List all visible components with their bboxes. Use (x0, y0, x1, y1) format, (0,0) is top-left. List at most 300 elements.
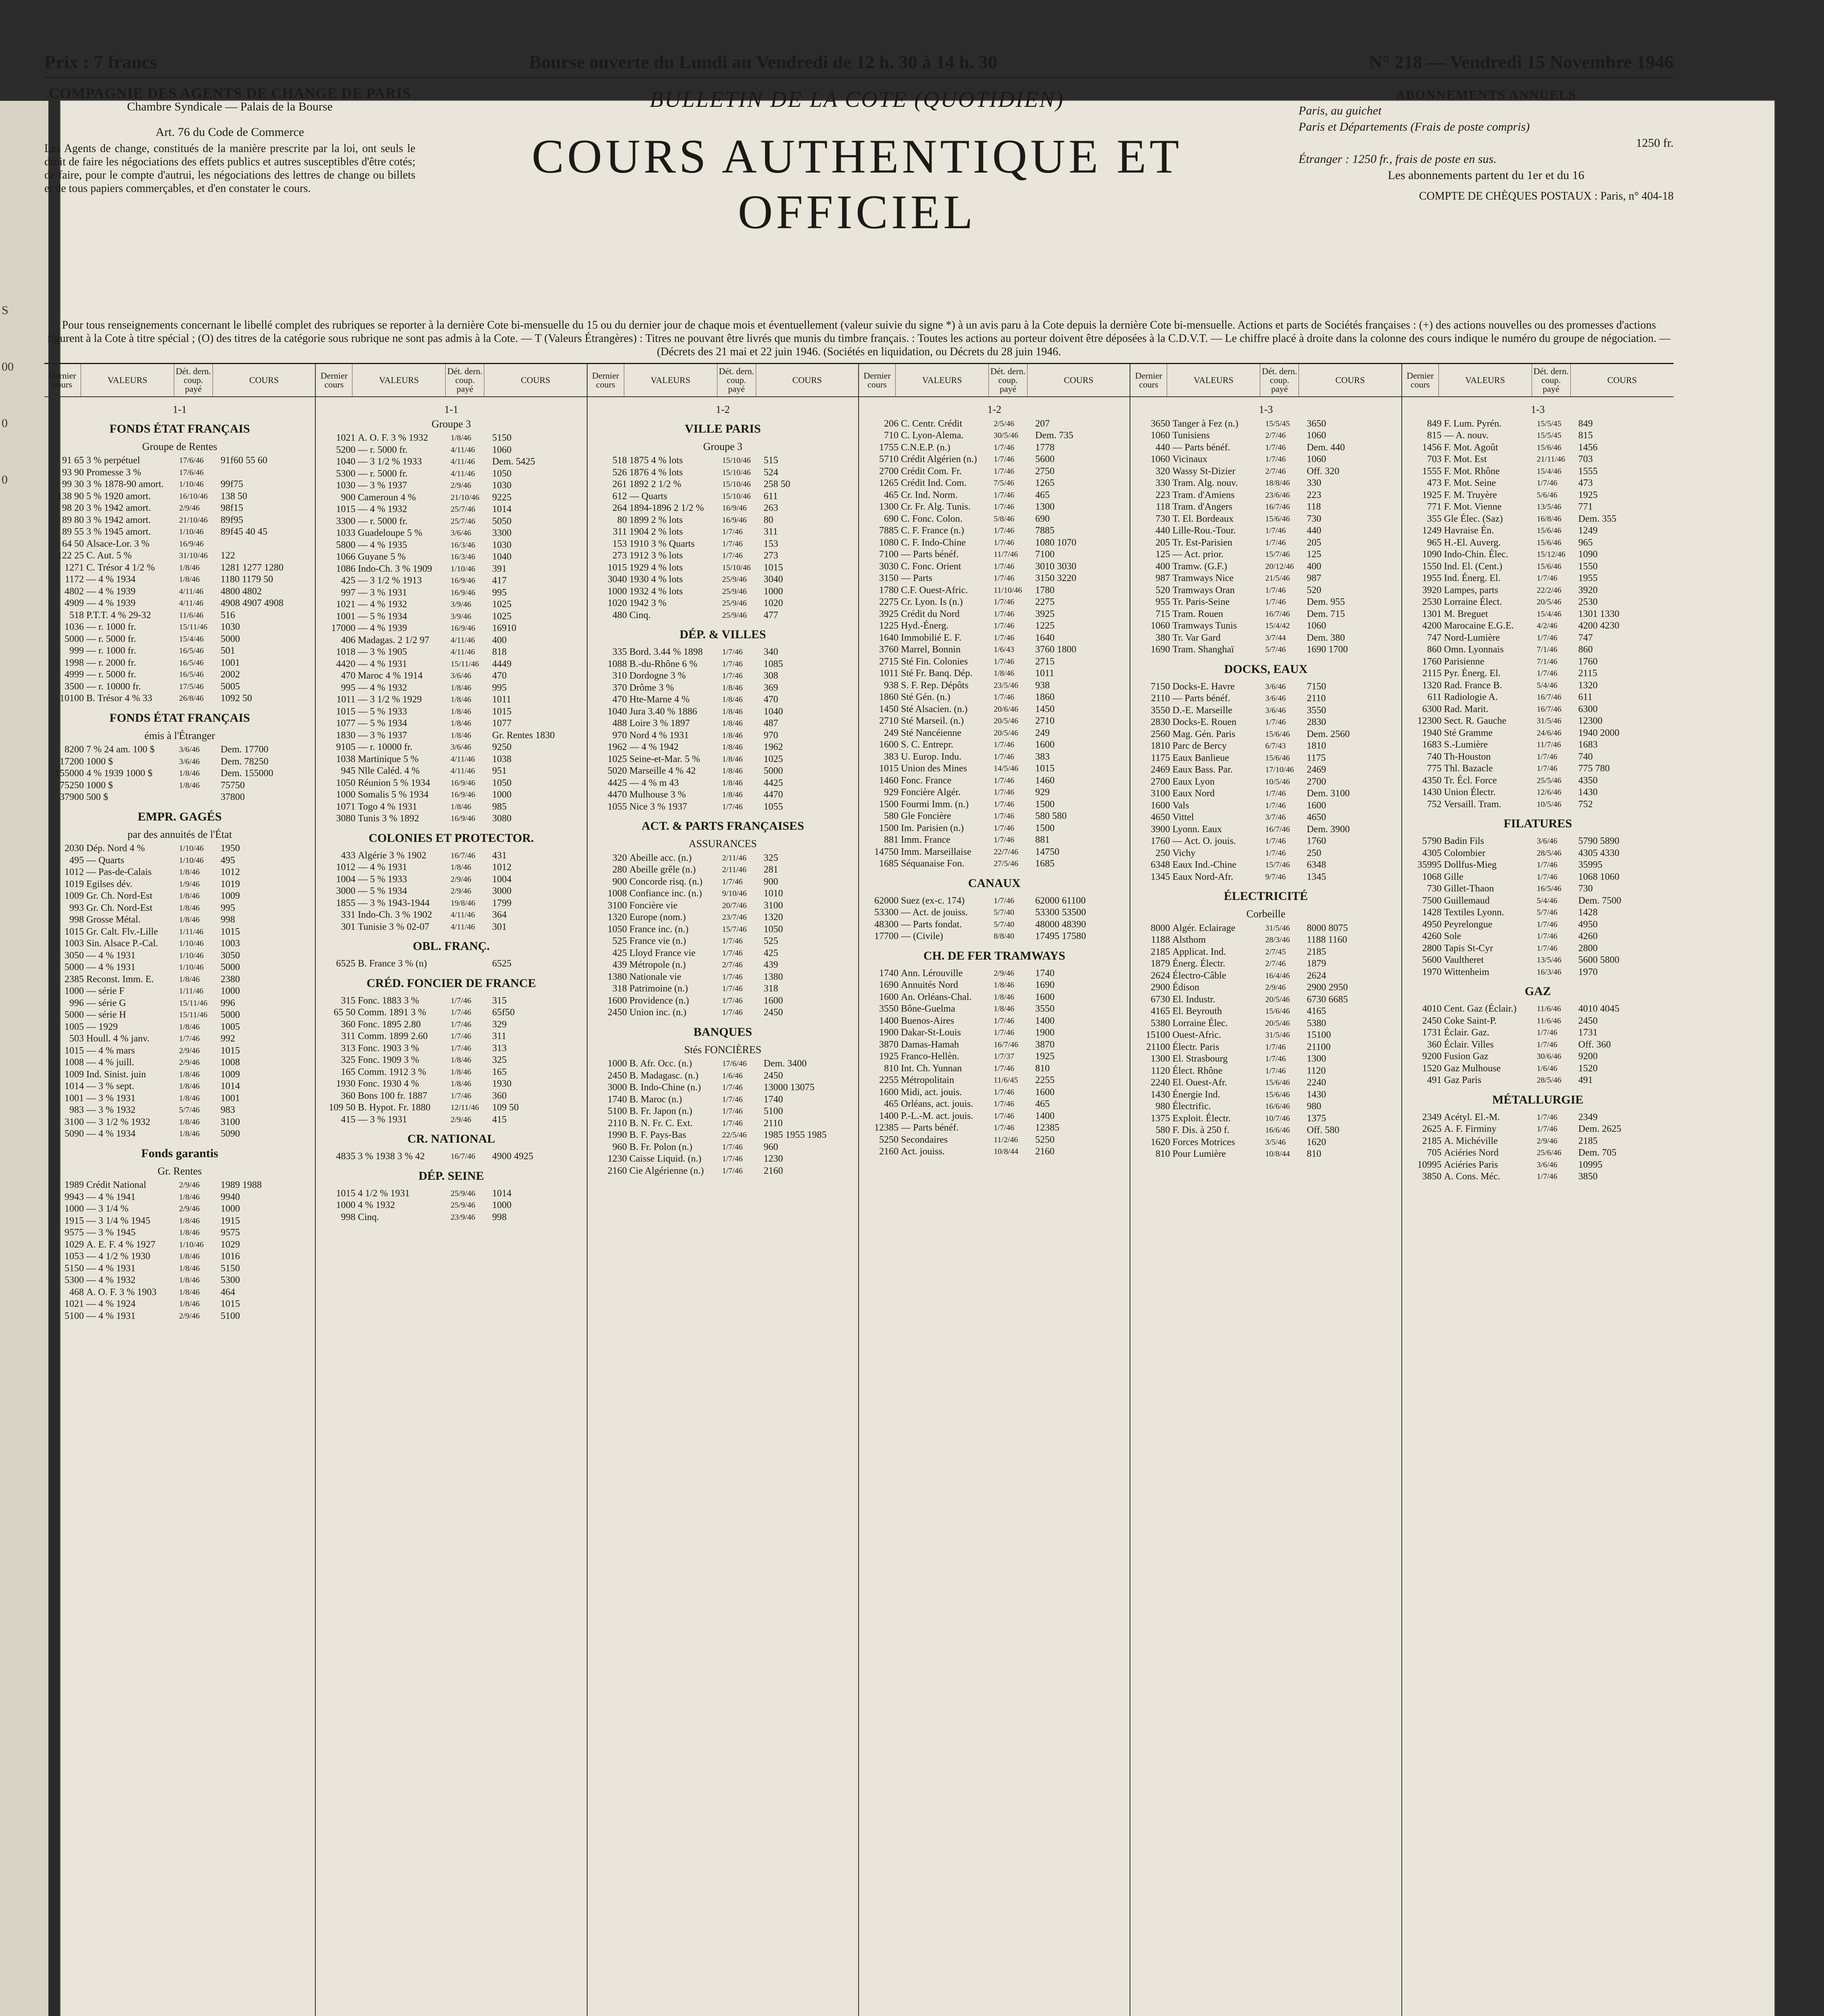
coupon-date: 1/7/46 (994, 693, 1015, 702)
coupon-date: 1/7/46 (1536, 1112, 1557, 1122)
coupon-date: 24/6/46 (1536, 728, 1561, 737)
coupon-date: 15/10/46 (722, 480, 751, 489)
coupon-date: 5/7/46 (1265, 645, 1286, 654)
last-price: 155000 (55, 768, 84, 779)
security-name: 1000 $ (86, 780, 113, 791)
coupon-date: 3/6/46 (179, 757, 200, 766)
quote-row (319, 1019, 583, 1031)
quote-price: 1555 (1578, 466, 1598, 477)
quote-row (1134, 835, 1398, 848)
quote-price: 487 (763, 718, 778, 729)
security-name: Eaux Nord-Afr. (1172, 871, 1233, 882)
last-price: 2700 (1151, 776, 1170, 787)
quote-row (1134, 994, 1398, 1006)
quote-row (48, 756, 312, 768)
coupon-date: 2/9/46 (1265, 983, 1286, 992)
quote-row (1134, 585, 1398, 597)
coupon-date: 1/7/46 (722, 1107, 743, 1116)
last-price: 488 (612, 718, 627, 729)
quote-price: 1925 (1035, 1051, 1055, 1062)
quote-row (48, 1239, 312, 1251)
quote-price: 4165 (1307, 1006, 1326, 1016)
coupon-date: 27/5/46 (994, 859, 1019, 868)
quote-price: 815 (1578, 430, 1593, 441)
quote-price: 9200 (1578, 1051, 1598, 1062)
security-name: Tram. d'Amiens (1172, 489, 1235, 500)
security-name: Loire 3 % 1897 (629, 718, 690, 729)
last-price: 5300 (65, 1275, 84, 1285)
quote-row (862, 620, 1126, 632)
security-name: Sté Marseil. (n.) (901, 716, 964, 726)
header-cours: COURS (792, 375, 822, 385)
security-name: — 3 % 1931 (86, 1093, 135, 1104)
quote-row (862, 537, 1126, 549)
security-name: C. Centr. Crédit (901, 418, 962, 429)
security-name: 1876 4 % lots (629, 467, 683, 478)
subs-line-1: Paris, au guichet (1299, 104, 1382, 117)
quote-price: 3920 (1578, 585, 1598, 596)
last-price: 1015 (65, 1045, 84, 1056)
security-name: Ann. Lérouville (901, 968, 963, 979)
quote-row (319, 492, 583, 504)
quote-row (862, 727, 1126, 739)
quote-price: 1760 (1307, 836, 1326, 846)
last-price: 730 (1427, 883, 1442, 894)
last-price: 6730 (1151, 994, 1170, 1005)
security-name: — 5 % 1933 (358, 874, 407, 885)
security-name: F. Dis. à 250 f. (1172, 1125, 1230, 1135)
security-name: Martinique 5 % (358, 754, 419, 764)
quote-price: 2450 (763, 1007, 783, 1018)
security-name: Énergie Ind. (1172, 1089, 1220, 1100)
last-price: 17000 (331, 623, 356, 633)
quote-price: 5100 (763, 1106, 783, 1116)
quote-price: 1940 2000 (1578, 727, 1620, 738)
quote-price: Dem. 3900 (1307, 824, 1350, 835)
quote-price: 4010 4045 (1578, 1004, 1620, 1014)
quote-price: 970 (763, 730, 778, 741)
last-price: 7885 (879, 525, 898, 536)
security-name: Tramways Nice (1172, 573, 1234, 583)
coupon-date: 1/7/46 (1265, 837, 1286, 846)
coupon-date: 1/7/46 (1536, 872, 1557, 881)
security-name: — r. 1000 fr. (86, 622, 136, 632)
quote-price: 17495 17580 (1035, 931, 1086, 941)
quote-row (319, 995, 583, 1007)
header-detachement: Dét. dern. coup. payé (446, 364, 484, 396)
coupon-date: 15/10/46 (722, 456, 751, 465)
coupon-date: 1/7/46 (450, 996, 471, 1005)
quote-price: 996 (221, 998, 235, 1008)
quote-row (591, 610, 855, 622)
last-price: 2385 (65, 974, 84, 985)
coupon-date: 3/9/46 (450, 600, 471, 609)
coupon-date: 20/5/46 (994, 728, 1019, 737)
quote-row (48, 1057, 312, 1069)
quote-price: 325 (763, 852, 778, 863)
last-price: 468 (69, 1287, 84, 1297)
security-name: A. E. F. 4 % 1927 (86, 1239, 156, 1250)
quote-price: 5600 (1035, 454, 1055, 464)
coupon-date: 17/6/46 (179, 456, 204, 465)
coupon-date: 1/7/46 (994, 835, 1015, 844)
last-price: 4350 (1422, 775, 1442, 786)
quote-row (591, 912, 855, 924)
coupon-date: 16/7/46 (450, 1152, 475, 1161)
quote-price: 1301 1330 (1578, 608, 1620, 619)
last-price: 1640 (879, 632, 898, 643)
last-price: 325 (341, 1055, 356, 1065)
coupon-date: 5/6/46 (1536, 490, 1557, 500)
security-name: Cinq. (629, 610, 651, 621)
security-name: Wittenheim (1444, 966, 1489, 977)
last-price: 2185 (1422, 1135, 1442, 1146)
last-price: 2115 (1422, 668, 1442, 679)
security-name: Havraise Én. (1444, 525, 1494, 536)
security-name: — 3 1/2 % 1932 (86, 1116, 150, 1127)
last-price: 2624 (1151, 970, 1170, 981)
quote-row (48, 491, 312, 503)
coupon-date: 1/7/46 (1536, 1040, 1557, 1049)
coupon-date: 30/5/46 (994, 431, 1019, 440)
quote-row (1405, 501, 1670, 513)
security-name: T. El. Bordeaux (1172, 513, 1234, 524)
last-price: 4260 (1422, 931, 1442, 941)
last-price: 1009 (65, 1069, 84, 1080)
quote-row (591, 574, 855, 586)
security-name: — 3 % 1937 (358, 480, 407, 491)
quote-price: 2710 (1035, 716, 1055, 726)
security-name: An. Orléans-Chal. (901, 991, 972, 1002)
last-price: 10995 (1417, 1159, 1442, 1170)
quote-row (48, 879, 312, 891)
security-name: — Act. O. jouis. (1172, 836, 1236, 846)
security-name: A. Cons. Méc. (1444, 1171, 1500, 1182)
security-name: — 5 % 1934 (358, 886, 407, 896)
quote-price: 1175 (1307, 752, 1326, 763)
edge-numbers: S 00 0 0 (2, 304, 14, 486)
last-price: 1930 (336, 1079, 356, 1089)
coupon-date: 2/9/46 (179, 1046, 200, 1055)
quote-price: 5005 (221, 681, 240, 692)
quote-price: 501 (221, 646, 235, 656)
quote-row (591, 765, 855, 777)
quote-price: Gr. Rentes 1830 (492, 730, 555, 741)
quote-price: 3040 (763, 574, 783, 585)
last-price: 98 20 (62, 503, 84, 513)
quote-row (48, 1045, 312, 1057)
quote-row (319, 635, 583, 647)
quote-price: 5000 (763, 766, 783, 776)
last-price: 1088 (607, 658, 627, 669)
quote-row (1405, 727, 1670, 739)
last-price: 465 (884, 1099, 898, 1109)
quote-price: 249 (1035, 727, 1050, 738)
coupon-date: 1/6/46 (722, 1071, 743, 1080)
quote-row (1405, 585, 1670, 597)
coupon-date: 1/7/46 (722, 551, 743, 560)
last-price: 2160 (607, 1165, 627, 1176)
header-dernier-cours: Dernier cours (44, 364, 81, 396)
last-price: 480 (612, 610, 627, 621)
quote-price: 985 (492, 801, 507, 812)
security-name: Europe (nom.) (629, 912, 686, 923)
last-price: 3030 (879, 561, 898, 572)
quote-row (48, 902, 312, 914)
coupon-date: 11/6/46 (1536, 1016, 1561, 1025)
last-price: 89 55 (62, 527, 84, 537)
security-name: — Quarts (629, 491, 667, 502)
quote-price: 2469 (1307, 764, 1326, 775)
security-name: Omn. Lyonnais (1444, 644, 1504, 655)
quote-price: 1001 (221, 1093, 240, 1104)
security-name: Foncière vie (629, 900, 677, 911)
quote-row (48, 791, 312, 804)
quote-row (591, 1094, 855, 1106)
coupon-date: 1/10/46 (179, 951, 204, 960)
last-price: 4802 (65, 586, 84, 597)
quote-price: 1010 (763, 888, 783, 899)
quote-price: 1320 (1578, 680, 1598, 691)
security-name: Sté Fin. Colonies (901, 656, 968, 667)
quote-price: 5150 (492, 433, 512, 443)
security-name: Tram. Rouen (1172, 608, 1224, 619)
coupon-date: 1/10/46 (450, 564, 475, 573)
coupon-date: 1/7/46 (994, 1123, 1015, 1132)
security-name: 1000 $ (86, 756, 113, 767)
quote-row (1134, 1018, 1398, 1030)
quote-row (591, 502, 855, 514)
section-title: DÉP. SEINE (418, 1169, 484, 1183)
quote-price: 1320 (763, 912, 783, 923)
coupon-date: 16/9/46 (450, 814, 475, 823)
coupon-date: 5/4/46 (1536, 896, 1557, 905)
security-name: Union des Mines (901, 763, 967, 774)
quote-row (319, 539, 583, 552)
security-name: — Act. de jouiss. (901, 907, 968, 918)
quote-price: 400 (492, 635, 507, 646)
coupon-date: 16/9/46 (722, 515, 747, 525)
coupon-date: 3/6/46 (179, 745, 200, 754)
coupon-date: 22/7/46 (994, 847, 1019, 856)
security-name: 1930 4 % lots (629, 574, 683, 585)
last-price: 1060 (1151, 454, 1170, 464)
security-name: — 4 % 1931 (86, 962, 135, 973)
last-price: 1428 (1422, 907, 1442, 918)
last-price: 1430 (1422, 787, 1442, 798)
last-price: 1021 (336, 433, 356, 443)
coupon-date: 1/7/46 (1265, 848, 1286, 858)
quote-row (1134, 982, 1398, 994)
last-price: 1188 (1151, 935, 1170, 945)
coupon-date: 1/7/46 (722, 1008, 743, 1017)
quote-price: 2530 (1578, 597, 1598, 607)
last-price: 425 (612, 948, 627, 958)
coupon-date: 15/5/45 (1265, 419, 1290, 428)
coupon-date: 25/9/46 (722, 599, 747, 608)
coupon-date: 1/8/46 (179, 1287, 200, 1297)
quote-price: 122 (221, 550, 235, 561)
security-name: Lille-Rou.-Tour. (1172, 525, 1236, 536)
last-price: 17700 (874, 931, 898, 941)
quote-price: 1249 (1578, 525, 1598, 536)
coupon-date: 1/7/46 (994, 1016, 1015, 1025)
security-name: Maroc 4 % 1914 (358, 671, 423, 681)
quote-row (862, 561, 1126, 573)
quote-row (48, 1033, 312, 1045)
quote-row (48, 693, 312, 705)
security-name: Houll. 4 % janv. (86, 1033, 150, 1044)
security-name: — série F (86, 986, 125, 996)
coupon-date: 16/3/46 (1536, 967, 1561, 977)
coupon-date: 15/10/46 (722, 468, 751, 477)
quote-price: 1003 (221, 938, 240, 949)
coupon-date: 1/7/46 (994, 598, 1015, 606)
coupon-date: 16/7/46 (994, 1040, 1019, 1049)
quote-row (591, 491, 855, 503)
coupon-date: 1/8/46 (450, 1056, 471, 1064)
quote-price: 1030 (221, 622, 240, 632)
last-price: 2110 (1151, 693, 1170, 704)
header-dernier-cours: Dernier cours (859, 364, 896, 396)
security-name: Ind. Énerg. El. (1444, 573, 1501, 583)
quote-price: Dem. 3100 (1307, 788, 1350, 799)
last-price: 91 65 (62, 455, 84, 466)
quote-row (48, 1104, 312, 1116)
quote-row (1134, 513, 1398, 525)
last-price: 75250 (60, 780, 84, 791)
quote-price: 2185 (1307, 946, 1326, 957)
quote-price: 4650 (1307, 812, 1326, 823)
coupon-date: 10/7/46 (1265, 1114, 1290, 1123)
quote-price: 611 (1578, 692, 1593, 702)
quote-price: 1400 (1035, 1110, 1055, 1121)
last-price: 2469 (1151, 764, 1170, 775)
quote-price: 360 (492, 1090, 507, 1101)
last-price: 810 (1155, 1149, 1170, 1159)
quote-row (48, 974, 312, 986)
last-price: 223 (1155, 489, 1170, 500)
subs-line-4: Les abonnements partent du 1er et du 16 (1388, 169, 1584, 182)
quote-price: 1400 (1035, 1015, 1055, 1026)
quote-price: 1015 (492, 706, 512, 717)
last-price: 313 (341, 1043, 356, 1054)
coupon-date: 21/5/46 (1265, 574, 1290, 583)
security-name: Confiance inc. (n.) (629, 888, 702, 899)
quote-price: 2624 (1307, 970, 1326, 981)
last-price: 249 (884, 727, 898, 738)
security-name: F. Mot. Rhône (1444, 466, 1500, 477)
coupon-date: 15/4/46 (179, 634, 204, 644)
coupon-date: 1/7/46 (994, 1087, 1015, 1097)
quote-row (319, 789, 583, 801)
last-price: 206 (884, 418, 898, 429)
security-name: — 4 % 1932 (358, 599, 407, 610)
coupon-date: 1/7/46 (450, 1008, 471, 1017)
coupon-date: 15/5/45 (1536, 431, 1561, 440)
coupon-date: 12/11/46 (450, 1103, 479, 1112)
last-price: 495 (69, 855, 84, 866)
quote-row (1405, 1135, 1670, 1148)
security-name: Fonc. 1903 3 % (358, 1043, 419, 1054)
quote-row (591, 935, 855, 948)
coupon-date: 1/8/46 (179, 1300, 200, 1308)
security-name: Fourmi Imm. (n.) (901, 799, 969, 810)
quote-row (319, 480, 583, 492)
security-name: 1942 3 % (629, 598, 667, 608)
last-price: 997 (341, 587, 356, 598)
security-name: Sect. R. Gauche (1444, 716, 1507, 726)
security-name: Rad. France B. (1444, 680, 1502, 691)
security-name: Séquanaise Fon. (901, 858, 965, 869)
security-name: Acétyl. El.-M. (1444, 1112, 1500, 1123)
last-price: 5100 (65, 1310, 84, 1321)
quote-row (48, 1203, 312, 1215)
quote-row (591, 1141, 855, 1154)
coupon-date: 15/6/46 (1265, 753, 1290, 762)
quote-price: 2750 (1035, 466, 1055, 477)
security-name: A. Michéville (1444, 1135, 1498, 1146)
coupon-date: 21/10/46 (179, 515, 208, 525)
quote-row (1134, 693, 1398, 705)
quote-price: 980 (1307, 1101, 1322, 1112)
coupon-date: 17/6/46 (722, 1059, 747, 1068)
security-name: — 4 % 1924 (86, 1299, 135, 1309)
quote-price: 3100 (763, 900, 783, 911)
quote-price: 960 (763, 1141, 778, 1152)
quote-price: 5250 (1035, 1134, 1055, 1145)
coupon-date: 16/9/46 (450, 790, 475, 799)
quote-price: Dem. 355 (1578, 513, 1617, 524)
quote-row (1134, 1065, 1398, 1077)
coupon-date: 3/6/46 (1265, 706, 1286, 715)
last-price: 1300 (879, 502, 898, 512)
quote-row (591, 777, 855, 789)
quote-price: 730 (1578, 883, 1593, 894)
quote-row (48, 1179, 312, 1191)
security-name: — 4 % 1934 (86, 574, 135, 585)
security-name: Bône-Guelma (901, 1004, 955, 1014)
coupon-date: 1/8/46 (722, 731, 743, 740)
quote-price: 1055 (763, 801, 783, 812)
security-name: F. Mot. Est (1444, 454, 1487, 464)
last-price: 1690 (1151, 644, 1170, 655)
quote-row (1134, 923, 1398, 935)
last-price: 315 (341, 995, 356, 1006)
last-price: 301 (341, 921, 356, 932)
quote-row (862, 1051, 1126, 1063)
last-price: 12385 (874, 1123, 898, 1133)
quote-row (319, 527, 583, 539)
last-price: 1683 (1422, 739, 1442, 750)
quote-price: 263 (763, 503, 778, 513)
quote-row (319, 706, 583, 718)
quote-price: 1090 (1578, 549, 1598, 560)
coupon-date: 1/7/46 (722, 937, 743, 946)
security-name: Ind. El. (Cent.) (1444, 561, 1503, 572)
last-price: 1172 (65, 574, 84, 585)
last-price: 89 80 (62, 514, 84, 525)
security-name: C. Lyon-Alema. (901, 430, 964, 441)
quote-price: 400 (1307, 561, 1322, 572)
last-price: 1301 (1422, 608, 1442, 619)
last-price: 2715 (879, 656, 898, 667)
quote-price: 1925 (1578, 489, 1598, 500)
security-name: — Parts (901, 573, 932, 583)
last-price: 320 (612, 852, 627, 863)
security-name: Indo-Ch. 3 % 1902 (358, 910, 432, 920)
quote-row (48, 1275, 312, 1287)
